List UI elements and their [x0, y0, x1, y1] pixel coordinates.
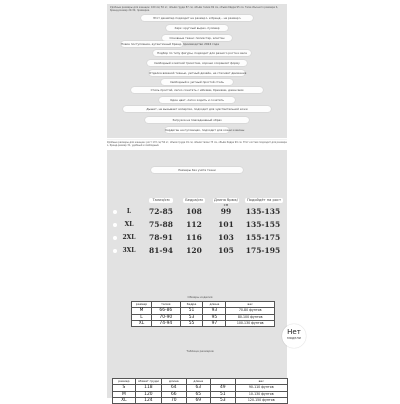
table-cell: 97 — [203, 320, 226, 326]
table-cell: M — [132, 308, 152, 314]
feature-pill: Отделка вязаной тканью, уютный дизайн, не стесняет движения — [149, 71, 247, 75]
feature-pill: Подбор по типу фигуры, подходит для разного роста и веса — [153, 50, 251, 56]
table-cell: 63 — [186, 385, 211, 391]
table-cell: 90-110 фунтов — [235, 385, 288, 391]
table-cell: 51 — [180, 308, 203, 314]
table-header-cell: длина — [162, 379, 187, 385]
feature-pill: Новое поступление, аутентичный бренд, производство 2024 года — [121, 42, 219, 46]
feature-pill: Загрузка на повседневный образ — [145, 117, 249, 123]
ring-note-pill: Размеры без учёта ткани — [151, 167, 243, 173]
table-cell: 70 — [162, 397, 187, 403]
table-cell: 51 — [211, 391, 236, 397]
table-cell: 124 — [135, 397, 161, 403]
ring-cell: 155-175 — [245, 233, 281, 242]
table-cell: 74-94 — [152, 320, 181, 326]
table-cell: XL — [132, 320, 152, 326]
table-header-cell: длина — [186, 379, 211, 385]
feature-pill: Основные ткани: полиэстер, эластан — [162, 35, 232, 41]
ring-cell: 175-195 — [245, 246, 281, 255]
table-cell: 66-86 — [152, 308, 181, 314]
table-header-cell: талия — [152, 302, 181, 308]
table-cell: 70-90 — [152, 314, 181, 320]
feature-pill: Стиль простой, легко сочетать с юбками, брюками, джинсами — [131, 87, 263, 93]
top-intro-text: Удобные размеры для женщин: 160 см/ 50 кг, объём груди 87 см, объём талии 69 см, объём бёдра 95 см. Тела обычного размера S, бренд-размер 29-30, примерка. — [110, 6, 278, 13]
size-label: 3XL — [122, 247, 136, 254]
feature-pill: Свободный и мягкий трикотаж, хорошо сохраняет форму — [147, 60, 247, 66]
ring-cell: 105 — [218, 246, 234, 255]
table-cell: 53 — [211, 397, 236, 403]
table-row — [113, 397, 288, 403]
size-info-panel — [107, 150, 287, 398]
no-model-badge — [282, 324, 306, 348]
feature-pill: Этот джемпер подходит на размер L и бренд – на размер L — [141, 15, 253, 21]
table-cell: 120-150 фунтов — [235, 397, 288, 403]
table-cell: 69 — [186, 397, 211, 403]
ring-header-cell: Подойдёт на рост — [246, 198, 282, 202]
table-cell: 118 — [135, 385, 161, 391]
table2-title: Таблица размеров — [186, 349, 214, 353]
top-feature-panel — [107, 4, 287, 138]
badge-sub-text: модели — [287, 336, 301, 340]
size-label: XL — [124, 221, 134, 228]
table-cell: XL — [113, 397, 136, 403]
table-cell: 55 — [180, 320, 203, 326]
table-header-cell: обхват груди — [135, 379, 161, 385]
table-row — [132, 320, 275, 326]
table-header-cell: размер — [113, 379, 136, 385]
table1-title: Обмеры изделия — [187, 295, 213, 299]
table-cell: 95 — [203, 314, 226, 320]
table-cell: 65 — [186, 391, 211, 397]
ring-cell: 120 — [186, 246, 202, 255]
table-cell: 70-80 фунтов — [226, 308, 275, 314]
ring-cell: 103 — [218, 233, 234, 242]
table-cell: 49 — [211, 385, 236, 391]
table-cell: 66 — [162, 391, 187, 397]
feature-pill: Один цвет, легко ходить и сочетать — [159, 97, 235, 103]
table-header-cell: размер — [132, 302, 152, 308]
table-header-cell: вес — [235, 379, 288, 385]
ring-cell: 72-85 — [149, 207, 173, 216]
ring-header-cell: Длина брюк/см — [213, 198, 239, 207]
feature-pill: Свободный и уютный простой стиль — [161, 79, 233, 85]
ring-cell: 135-155 — [245, 220, 281, 229]
ring-cell: 99 — [220, 207, 232, 216]
ring-cell: 75-88 — [149, 220, 173, 229]
ring-cell: 108 — [186, 207, 202, 216]
table-header-row — [113, 379, 288, 385]
table-cell: 93 — [203, 308, 226, 314]
table-header-cell: длина — [203, 302, 226, 308]
ring-cell: 78-91 — [149, 233, 173, 242]
size-label: 2XL — [122, 234, 136, 241]
table-header-cell: бедра — [180, 302, 203, 308]
feature-pill: Дышит, не вызывает аллергии, подходит для чувствительной кожи — [123, 106, 271, 112]
ring-cell: 112 — [186, 220, 202, 229]
ring-cell: 101 — [218, 220, 234, 229]
ring-header-cell: Талия/см — [149, 198, 173, 203]
badge-main-text: Нет — [287, 328, 301, 336]
table-cell: 120 — [135, 391, 161, 397]
section-divider — [107, 139, 287, 140]
ring-cell: 81-94 — [149, 246, 173, 255]
ring-header-cell: Бедра/см — [183, 198, 205, 203]
size-chart-table — [112, 378, 288, 404]
feature-pill: Харк: круглый вырез, пуловер — [166, 25, 228, 31]
table-cell: 100-130 фунтов — [226, 320, 275, 326]
ring-cell: 116 — [186, 233, 202, 242]
table-cell: 10-130 фунтов — [235, 391, 288, 397]
table-header-cell: вес — [226, 302, 275, 308]
table-cell: M — [113, 391, 136, 397]
table-cell: 53 — [180, 314, 203, 320]
table-cell: L — [132, 314, 152, 320]
table-cell: 80-100 фунтов — [226, 314, 275, 320]
second-intro-text: Удобные размеры для женщин: рост 172 см/ 56 кг, объём груди 91 см, объём талии 73 см, объём бёдра 99 см. Этот костюм подходит для размера L, бренд-размер 31, удобный и свободный. — [107, 141, 287, 148]
table-cell: S — [113, 385, 136, 391]
product-measure-table — [131, 301, 275, 327]
ring-cell: 135-135 — [245, 207, 281, 216]
feature-pill: Кардиган на пуговицах, подходит для осени и весны — [165, 128, 245, 132]
size-label: L — [126, 208, 132, 215]
table-cell: 64 — [162, 385, 187, 391]
